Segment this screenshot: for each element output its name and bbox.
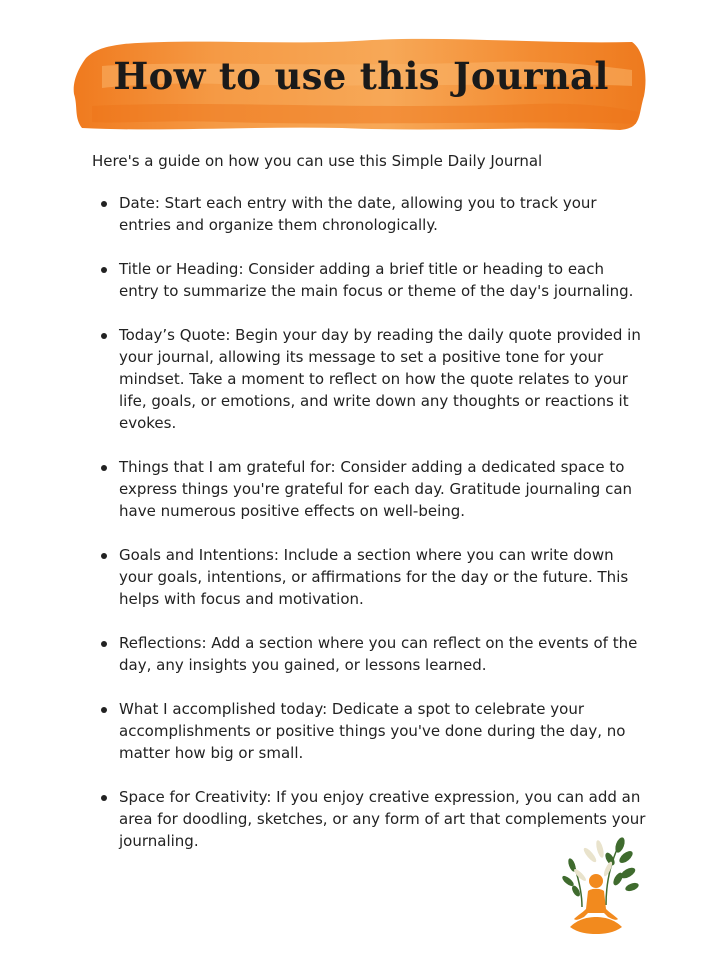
list-item-text: Things that I am grateful for: Consider adding a dedicated space to express things you're grateful for each day. Gratitude journaling can have numerous positive effects on well-being.	[119, 458, 633, 520]
bullet-icon	[101, 707, 107, 713]
intro-text: Here's a guide on how you can use this Simple Daily Journal	[92, 152, 543, 170]
list-item	[92, 632, 648, 676]
list-item	[92, 698, 648, 764]
bullet-icon	[101, 333, 107, 339]
guide-list	[92, 192, 648, 874]
list-item-text: Goals and Intentions: Include a section where you can write down your goals, intentions, or affirmations for the day or the future. This helps with focus and motivation.	[119, 546, 629, 608]
list-item-text: Reflections: Add a section where you can reflect on the events of the day, any insights you gained, or lessons learned.	[119, 634, 638, 674]
list-item	[92, 456, 648, 522]
list-item-text: Today’s Quote: Begin your day by reading the daily quote provided in your journal, allowing its message to set a positive tone for your mindset. Take a moment to reflect on how the quote relates to your life, goals, or emotions, and write down any thoughts or reactions it evokes.	[119, 326, 641, 432]
page-title: How to use this Journal	[113, 54, 609, 98]
bullet-icon	[101, 641, 107, 647]
list-item	[92, 192, 648, 236]
bullet-icon	[101, 201, 107, 207]
list-item-text: What I accomplished today: Dedicate a spot to celebrate your accomplishments or positive things you've done during the day, no matter how big or small.	[119, 700, 626, 762]
list-item	[92, 258, 648, 302]
list-item	[92, 324, 648, 434]
meditation-figure-icon	[560, 835, 640, 940]
list-item-text: Space for Creativity: If you enjoy creative expression, you can add an area for doodling, sketches, or any form of art that complements your journaling.	[119, 788, 646, 850]
list-item-text: Title or Heading: Consider adding a brief title or heading to each entry to summarize the main focus or theme of the day's journaling.	[119, 260, 634, 300]
bullet-icon	[101, 267, 107, 273]
list-item	[92, 544, 648, 610]
meditation-decoration	[560, 835, 640, 940]
list-item-text: Date: Start each entry with the date, allowing you to track your entries and organize them chronologically.	[119, 194, 597, 234]
bullet-icon	[101, 795, 107, 801]
bullet-icon	[101, 553, 107, 559]
bullet-icon	[101, 465, 107, 471]
